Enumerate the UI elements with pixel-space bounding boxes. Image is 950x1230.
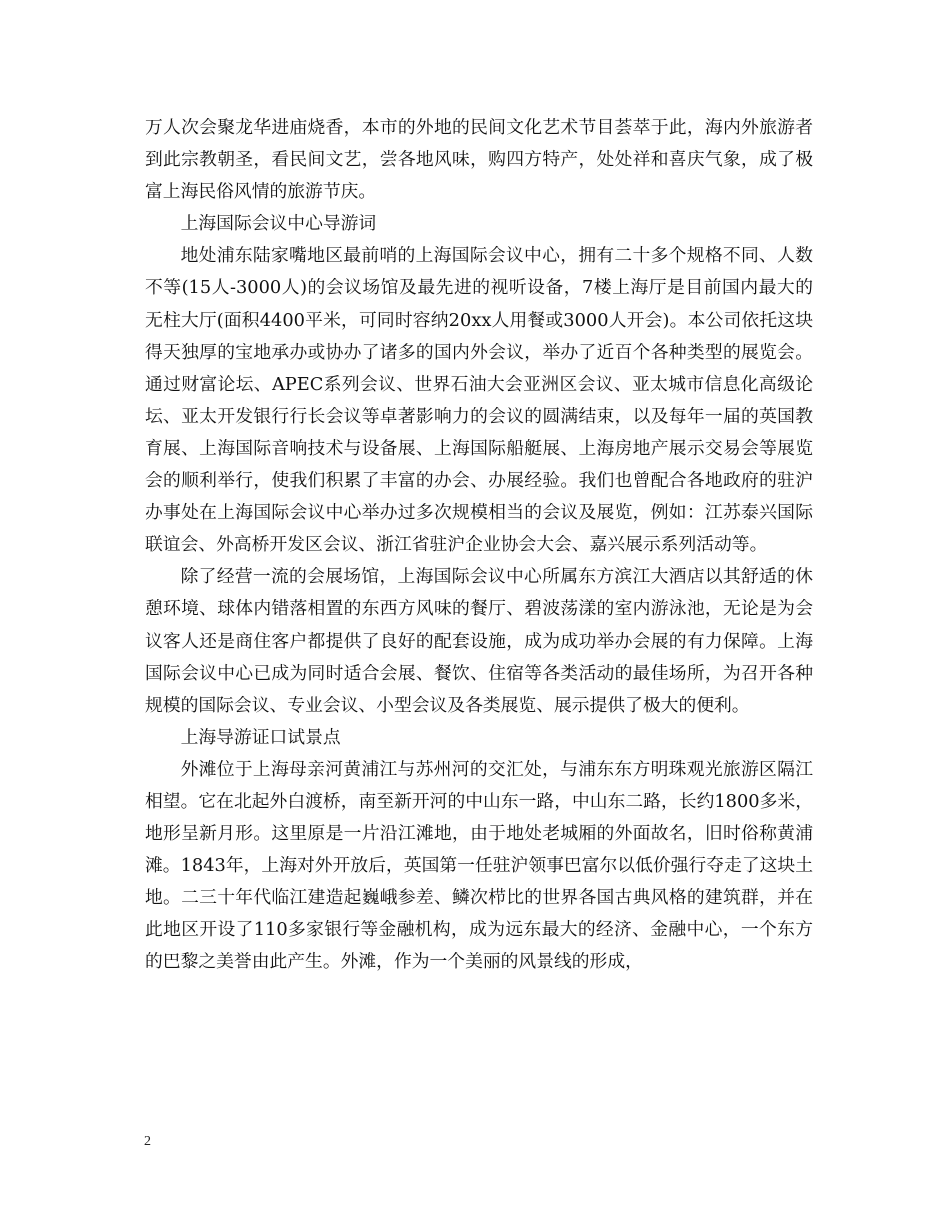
paragraph-continuation: 万人次会聚龙华进庙烧香，本市的外地的民间文化艺术节目荟萃于此，海内外旅游者到此宗教朝圣，看民间文艺，尝各地风味，购四方特产，处处祥和喜庆气象，成了极富上海民俗风情的旅游节庆。 bbox=[145, 117, 813, 203]
document-body bbox=[145, 112, 813, 979]
paragraph-conference-center-hotel: 除了经营一流的会展场馆，上海国际会议中心所属东方滨江大酒店以其舒适的休憩环境、球体内错落相置的东西方风味的餐厅、碧波荡漾的室内游泳池，无论是为会议客人还是商住客户都提供了良好的配套设施，成为成功举办会展的有力保障。上海国际会议中心已成为同时适合会展、餐饮、住宿等各类活动的最佳场所，为召开各种规模的国际会议、专业会议、小型会议及各类展览、展示提供了极大的便利。 bbox=[145, 566, 813, 716]
paragraph-the-bund: 外滩位于上海母亲河黄浦江与苏州河的交汇处，与浦东东方明珠观光旅游区隔江相望。它在北起外白渡桥，南至新开河的中山东一路，中山东二路，长约1800多米，地形呈新月形。这里原是一片沿江滩地，由于地处老城厢的外面故名，旧时俗称黄浦滩。1843年，上海对外开放后，英国第一任驻沪领事巴富尔以低价强行夺走了这块土地。二三十年代临江建造起巍峨参差、鳞次栉比的世界各国古典风格的建筑群，并在此地区开设了110多家银行等金融机构，成为远东最大的经济、金融中心，一个东方的巴黎之美誉由此产生。外滩，作为一个美丽的风景线的形成， bbox=[145, 758, 813, 973]
section-heading-conference-center: 上海国际会议中心导游词 bbox=[180, 213, 377, 235]
paragraph-conference-center-intro: 地处浦东陆家嘴地区最前哨的上海国际会议中心，拥有二十多个规格不同、人数不等(15人-3000人)的会议场馆及最先进的视听设备，7楼上海厅是目前国内最大的无柱大厅(面积4400平米，可同时容纳20xx人用餐或3000人开会)。本公司依托这块得天独厚的宝地承办或协办了诸多的国内外会议，举办了近百个各种类型的展览会。通过财富论坛、APEC系列会议、世界石油大会亚洲区会议、亚太城市信息化高级论坛、亚太开发银行行长会议等卓著影响力的会议的圆满结束，以及每年一届的英国教育展、上海国际音响技术与设备展、上海国际船艇展、上海房地产展示交易会等展览会的顺利举行，使我们积累了丰富的办会、办展经验。我们也曾配合各地政府的驻沪办事处在上海国际会议中心举办过多次规模相当的会议及展览，例如：江苏泰兴国际联谊会、外高桥开发区会议、浙江省驻沪企业协会大会、嘉兴展示系列活动等。 bbox=[145, 245, 813, 556]
page-number: 2 bbox=[144, 1134, 151, 1149]
section-heading-oral-exam-sites: 上海导游证口试景点 bbox=[180, 726, 341, 748]
